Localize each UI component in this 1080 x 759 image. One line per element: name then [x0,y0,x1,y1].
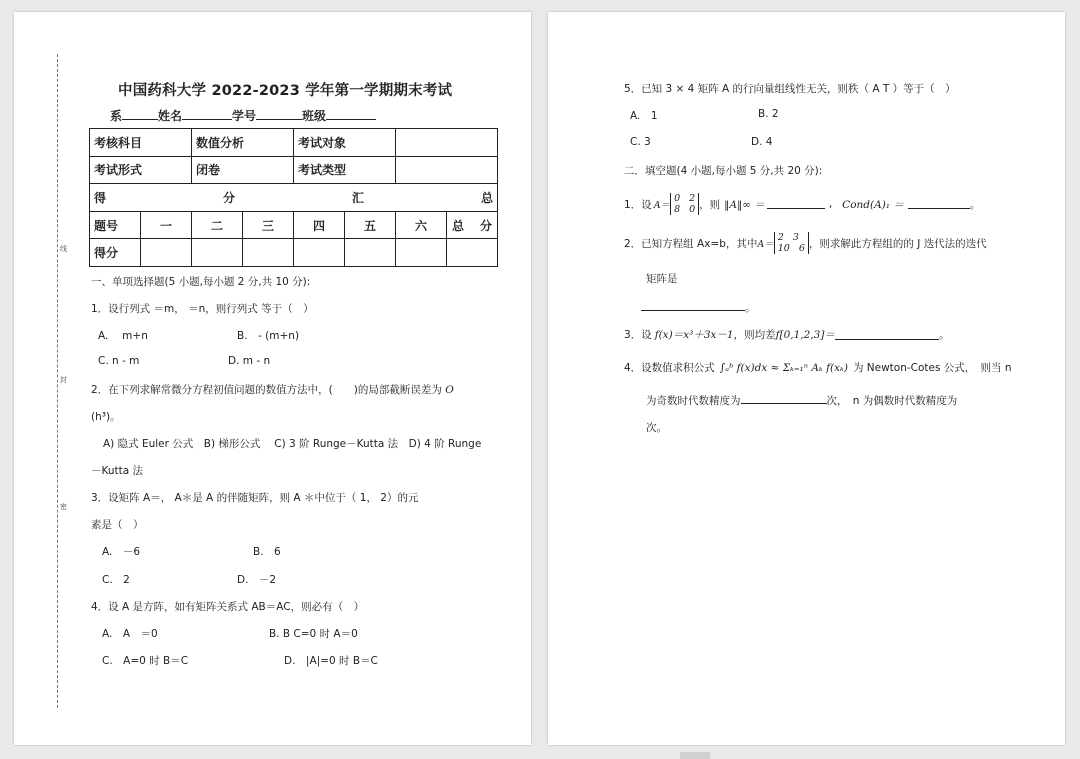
matrix-entry: 2 [689,193,696,204]
fill-q4 [624,360,1012,375]
fill-q1: 1．设 A＝ 0 2 8 0 ，则 ‖A‖∞ ＝ , Cond(A)₁ ＝ 。 [624,193,981,215]
type-value [396,156,498,184]
fill-q1-prefix: 1．设 [624,198,652,211]
class-label: 班级 [302,109,327,123]
question-no-label: 题号 [90,211,141,239]
score-cell [243,239,294,267]
matrix-entry: 0 [674,193,681,204]
fill-q2-matrix [774,232,809,254]
q4-option-b: B. B C=0 时 A＝0 [269,628,358,640]
q2-text: 2．在下列求解常微分方程初值问题的数值方法中，( )的局部截断误差为 [91,384,442,396]
score-label: 得分 [90,239,141,267]
fill-q1-matrix-name: A＝ [653,200,671,211]
fill-q3 [624,327,949,342]
fill-q3-blank[interactable] [835,330,939,340]
question-no-cell: 一 [141,211,192,239]
score-cell [345,239,396,267]
table-row [90,156,498,184]
margin-char-seal: 封 [60,376,67,384]
fill-q3-divided-difference: f[0,1,2,3]＝ [775,329,835,341]
margin-char-line: 线 [60,245,67,253]
q2-line2: (h³)。 [91,411,121,423]
fill-q3-function: f(x)＝x³＋3x－1 [654,329,734,341]
fill-q2-end: 。 [745,302,756,314]
format-value: 闭卷 [192,156,294,184]
matrix-entry: 10 [777,243,790,254]
q3-option-a: A. －6 [102,546,141,558]
fill-q3-end: 。 [938,329,950,341]
question-no-cell: 五 [345,211,396,239]
total-char: 分 [480,218,493,233]
q3-option-c: C. 2 [102,574,130,586]
question-no-cell: 四 [294,211,345,239]
q2-options-line2: －Kutta 法 [91,465,144,477]
fill-q1-end: 。 [969,198,981,211]
fill-q2-matrix-name: A＝ [757,239,774,250]
fill-q1-mid: ，则 [699,198,721,211]
q2-line1 [91,382,454,397]
fill-q2-answer-line [641,300,756,315]
q5-text: 5．已知 3 × 4 矩阵 A 的行向量组线性无关，则秩（ A T ）等于（ ） [624,83,956,95]
q3-option-b: B. 6 [253,546,281,558]
fill-q4-line2 [646,393,957,408]
q3-line1: 3．设矩阵 A＝， A＊是 A 的伴随矩阵，则 A ＊中位于（ 1， 2）的元 [91,492,419,504]
q4-text: 4．设 A 是方阵，如有矩阵关系式 AB＝AC，则必有（ ） [91,601,365,613]
q5-option-a: A. 1 [630,110,658,122]
q3-line2: 素是（ ） [91,519,144,531]
summary-char: 得 [94,190,107,205]
table-row [90,211,498,239]
dept-label: 系 [110,109,123,123]
summary-char: 分 [223,190,236,205]
section2-heading: 二．填空题(4 小题,每小题 5 分,共 20 分): [624,165,823,177]
exam-page-left [14,12,531,745]
fill-q4-odd-text: 为奇数时代数精度为 [646,395,741,407]
fill-q2-prefix: 2．已知方程组 Ax=b，其中 [624,237,758,250]
fill-q4-blank1[interactable] [741,394,827,404]
matrix-entry: 3 [792,232,799,243]
fill-q1-blank1[interactable] [767,199,825,209]
question-no-cell: 三 [243,211,294,239]
student-info-line [110,107,376,124]
matrix-entry: 8 [674,204,681,215]
margin-char-secret: 密 [60,503,67,511]
exam-page-right [548,12,1065,745]
fill-q4-line3: 次。 [646,422,667,434]
type-label: 考试类型 [294,156,396,184]
matrix-entry: 2 [777,232,784,243]
summary-char: 总 [481,190,494,205]
score-cell [396,239,447,267]
scroll-indicator[interactable] [680,752,710,759]
fill-q2 [624,232,987,254]
q3-option-d: D. －2 [237,574,277,586]
student-id-label: 学号 [232,109,257,123]
total-char: 总 [452,218,465,233]
score-cell [447,239,498,267]
q5-option-d: D. 4 [751,136,773,148]
subject-value: 数值分析 [192,129,294,157]
fill-q3-prefix: 3．设 [624,329,652,341]
total-cell [447,211,498,239]
subject-label: 考核科目 [90,129,192,157]
fill-q4-text: 为 Newton-Cotes 公式， 则当 n [852,362,1012,374]
q4-option-a: A. A ＝0 [102,628,158,640]
fill-q1-cond: Cond(A)₁ ＝ [842,198,904,211]
fill-q4-formula: ∫ₐᵇ f(x)dx ≈ Σₖ₌₁ⁿ Aₖ f(xₖ) [719,361,848,374]
q4-option-d: D. |A|=0 时 B＝C [284,655,378,667]
target-label: 考试对象 [294,129,396,157]
score-cell [294,239,345,267]
fill-q3-mid: ，则均差 [733,329,776,341]
binding-line [57,54,58,708]
table-row [90,184,498,212]
fill-q2-text: ，则求解此方程组的的 J 迭代法的迭代 [808,237,987,250]
fill-q4-prefix: 4．设数值求积公式 [624,362,715,374]
summary-char: 汇 [352,190,365,205]
format-label: 考试形式 [90,156,192,184]
fill-q2-line2: 矩阵是 [646,273,678,285]
question-no-cell: 二 [192,211,243,239]
score-cell [192,239,243,267]
score-summary-cell [90,184,498,212]
name-label: 姓名 [158,109,183,123]
q5-option-b: B. 2 [758,108,779,120]
q1-option-c: C. n - m [98,355,140,367]
fill-q4-even-text: 次， n 为偶数时代数精度为 [826,395,958,407]
matrix-entry: 6 [798,243,805,254]
fill-q1-matrix [670,193,699,215]
fill-q1-blank2[interactable] [908,199,970,209]
target-value [396,129,498,157]
q5-option-c: C. 3 [630,136,651,148]
exam-info-table [89,128,498,267]
table-row [90,239,498,267]
matrix-entry: 0 [689,204,696,215]
q2-big-o: O [445,384,454,396]
section1-heading: 一、单项选择题(5 小题,每小题 2 分,共 10 分): [91,276,311,288]
fill-q2-blank[interactable] [641,301,745,311]
q1-option-d: D. m - n [228,355,271,367]
fill-q1-norm: ‖A‖∞ ＝ [724,198,765,211]
q1-text: 1．设行列式 ＝m， ＝n，则行列式 等于（ ） [91,303,314,315]
score-cell [141,239,192,267]
question-no-cell: 六 [396,211,447,239]
table-row [90,129,498,157]
q1-option-a: A. m+n [98,330,148,342]
q2-options-line1: A) 隐式 Euler 公式 B) 梯形公式 C) 3 阶 Runge－Kutta 法 D) 4 阶 Runge [103,438,482,450]
q4-option-c: C. A=0 时 B＝C [102,655,189,667]
exam-title: 中国药科大学 2022-2023 学年第一学期期末考试 [118,83,453,99]
q1-option-b: B. - (m+n) [237,330,300,342]
